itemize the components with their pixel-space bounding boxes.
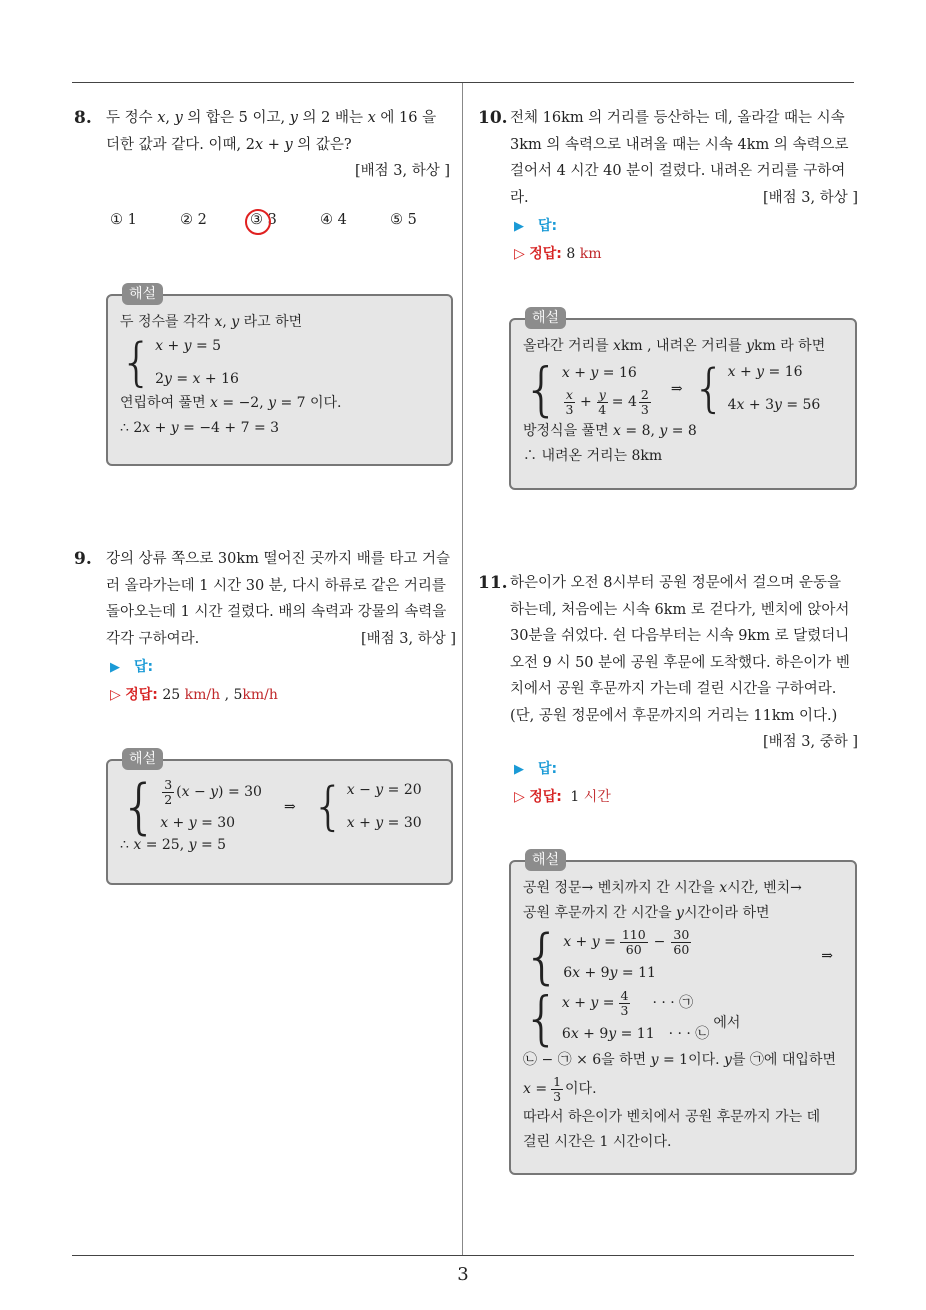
solution-line: ㉡ − ㉠ × 6을 하면 𝑦 = 1이다. 𝑦를 ㉠에 대입하면 xyxy=(523,1052,836,1068)
points-label: [배점 3, 하상 ] xyxy=(360,630,456,647)
choice-3[interactable]: ③ 3 xyxy=(250,212,277,228)
choice-4[interactable]: ④ 4 xyxy=(320,212,347,228)
column-divider xyxy=(462,83,463,1255)
page-number: 3 xyxy=(457,1264,469,1285)
answer-value: 1 xyxy=(570,789,580,805)
answer-unit: km/h xyxy=(242,687,278,703)
equation: 𝑥 + 𝑦 = 30 xyxy=(160,815,236,831)
answer-value: 25 xyxy=(162,687,181,703)
equation-system: { 𝑥 + 𝑦 = $\frac{4}{3}$ · · · ㉠ 6𝑥 + 9𝑦 = 11 · · · ㉡ xyxy=(523,984,710,1052)
equation-system: { 𝑥 + 𝑦 = 16 4𝑥 + 3𝑦 = 56 xyxy=(692,359,821,419)
question-text: 두 정수 𝑥, 𝑦 의 합은 5 이고, 𝑦 의 2 배는 𝑥 에 16 을 xyxy=(106,110,437,126)
answer-label: 답: xyxy=(134,659,154,675)
outline-triangle-icon: ▷ xyxy=(514,789,525,805)
choice-2[interactable]: ② 2 xyxy=(180,212,207,228)
answer-prompt-9 xyxy=(110,656,153,679)
question-10 xyxy=(478,105,858,211)
solution-tag: 해설 xyxy=(525,849,566,871)
solution-line: ∴ 내려온 거리는 8km xyxy=(523,448,663,464)
answer-prompt-11 xyxy=(514,758,557,781)
question-text: 더한 값과 같다. 이때, 2𝑥 + 𝑦 의 값은? xyxy=(106,136,352,153)
answer-unit: km xyxy=(579,246,602,262)
separator: , xyxy=(224,687,230,703)
bottom-rule xyxy=(72,1255,854,1256)
question-text: 하은이가 오전 8시부터 공원 정문에서 걸으며 운동을 xyxy=(510,575,842,591)
answer-label: 답: xyxy=(538,218,558,234)
equation-system: { 𝑥 − 𝑦 = 20 𝑥 + 𝑦 = 30 xyxy=(311,777,422,837)
question-text: 30분을 쉬었다. 쉰 다음부터는 시속 9km 로 달렸더니 xyxy=(510,628,850,644)
play-icon: ▶ xyxy=(514,762,524,777)
selected-circle-icon xyxy=(245,209,271,235)
choice-5[interactable]: ⑤ 5 xyxy=(390,212,417,228)
solution-line: ∴ 2𝑥 + 𝑦 = −4 + 7 = 3 xyxy=(120,420,280,436)
equation: 4𝑥 + 3𝑦 = 56 xyxy=(727,397,821,413)
question-number: 11. xyxy=(478,573,508,593)
question-9 xyxy=(74,546,456,652)
correct-answer-label: 정답: xyxy=(125,687,158,703)
solution-tag: 해설 xyxy=(122,283,163,305)
points-label: [배점 3, 하상 ] xyxy=(762,189,858,206)
equation: (𝑥 − 𝑦) = 30 xyxy=(176,784,262,800)
question-text: 라. xyxy=(510,189,529,206)
question-text: 치에서 공원 후문까지 가는데 걸린 시간을 구하여라. xyxy=(510,681,837,697)
correct-answer-9 xyxy=(110,684,278,706)
question-8 xyxy=(74,105,456,185)
play-icon: ▶ xyxy=(514,219,524,234)
correct-answer-10 xyxy=(514,243,601,265)
question-11 xyxy=(478,570,858,756)
solution-tag: 해설 xyxy=(122,748,163,770)
question-text: 돌아오는데 1 시간 걸렸다. 배의 속력과 강물의 속력을 xyxy=(106,604,447,620)
solution-line: 걸린 시간은 1 시간이다. xyxy=(523,1134,672,1150)
top-rule xyxy=(72,82,854,83)
implies-arrow: ⇒ xyxy=(821,948,833,964)
equation: 6𝑥 + 9𝑦 = 11 xyxy=(563,965,656,981)
equation: 𝑥 + 𝑦 = 5 xyxy=(155,338,222,354)
outline-triangle-icon: ▷ xyxy=(110,687,121,703)
question-text: 전체 16km 의 거리를 등산하는 데, 올라갈 때는 시속 xyxy=(510,110,845,126)
answer-label: 답: xyxy=(538,761,558,777)
solution-line: 공원 정문→ 벤치까지 간 시간을 𝑥시간, 벤치→ xyxy=(523,880,802,896)
correct-answer-11 xyxy=(514,786,611,808)
answer-unit: 시간 xyxy=(583,789,611,805)
equation: 𝑥 + 𝑦 = 16 xyxy=(561,365,637,381)
answer-choices xyxy=(110,212,440,234)
implies-arrow: ⇒ xyxy=(670,380,683,397)
answer-value: 8 xyxy=(566,246,576,262)
choice-1[interactable]: ① 1 xyxy=(110,212,137,228)
equation: 𝑥 + 𝑦 = 30 xyxy=(346,815,422,831)
eseo-label: 에서 xyxy=(713,1014,741,1031)
play-icon: ▶ xyxy=(110,660,120,675)
question-text: (단, 공원 정문에서 후문까지의 거리는 11km 이다.) xyxy=(510,707,838,724)
equation-system: { 𝑥 + 𝑦 = $\frac{110}{60}$ − $\frac{30}{60}$ 6𝑥 + 9𝑦 = 11 xyxy=(523,928,693,986)
correct-answer-label: 정답: xyxy=(529,789,562,805)
question-text: 3km 의 속력으로 내려올 때는 시속 4km 의 속력으로 xyxy=(510,136,849,153)
question-number: 8. xyxy=(74,108,92,128)
solution-line: 연립하여 풀면 𝑥 = −2, 𝑦 = 7 이다. xyxy=(120,395,342,411)
question-number: 10. xyxy=(478,108,508,128)
question-number: 9. xyxy=(74,549,92,569)
solution-box-8 xyxy=(106,286,453,466)
solution-box-10 xyxy=(509,310,857,490)
question-text: 오전 9 시 50 분에 공원 후문에 도착했다. 하은이가 벤 xyxy=(510,654,850,671)
solution-line: 따라서 하은이가 벤치에서 공원 후문까지 가는 데 xyxy=(523,1109,821,1125)
answer-value: 5 xyxy=(233,687,243,703)
solution-line: 두 정수를 각각 𝑥, 𝑦 라고 하면 xyxy=(120,314,303,330)
outline-triangle-icon: ▷ xyxy=(514,246,525,262)
answer-unit: km/h xyxy=(184,687,221,703)
correct-answer-label: 정답: xyxy=(529,246,562,262)
question-text: 각각 구하여라. xyxy=(106,630,200,647)
points-label: [배점 3, 중하 ] xyxy=(762,734,858,750)
solution-box-9 xyxy=(106,751,453,885)
equation: 2𝑦 = 𝑥 + 16 xyxy=(155,371,239,387)
equation-system: { $\frac{3}{2}$ (𝑥 − 𝑦) = 30 𝑥 + 𝑦 = 30 xyxy=(120,772,262,842)
question-text: 하는데, 처음에는 시속 6km 로 걷다가, 벤치에 앉아서 xyxy=(510,601,850,618)
solution-line: 방정식을 풀면 𝑥 = 8, 𝑦 = 8 xyxy=(523,423,697,439)
equation: 𝑥 − 𝑦 = 20 xyxy=(346,782,422,798)
equation: 𝑥 + 𝑦 = 16 xyxy=(727,364,803,380)
solution-tag: 해설 xyxy=(525,307,566,329)
solution-line: 공원 후문까지 간 시간을 𝑦시간이라 하면 xyxy=(523,905,770,921)
question-text: 걸어서 4 시간 40 분이 걸렸다. 내려온 거리를 구하여 xyxy=(510,163,846,179)
equation-system: { 𝑥 + 𝑦 = 5 2𝑦 = 𝑥 + 16 xyxy=(120,333,239,393)
question-text: 강의 상류 쪽으로 30km 떨어진 곳까지 배를 타고 거슬 xyxy=(106,551,450,567)
equation-system: { 𝑥 + 𝑦 = 16 $\frac{\text{𝑥}}{3}$ + $\frac{\text{𝑦}}{4}$ = 4 $\frac{2}{3}$ xyxy=(523,361,653,417)
solution-line: ∴ 𝑥 = 25, 𝑦 = 5 xyxy=(120,837,227,853)
solution-line: 올라간 거리를 𝑥km , 내려온 거리를 𝑦km 라 하면 xyxy=(523,338,826,354)
points-label: [배점 3, 하상 ] xyxy=(354,163,450,179)
answer-prompt-10 xyxy=(514,215,557,238)
implies-arrow: ⇒ xyxy=(283,798,296,815)
question-text: 러 올라가는데 1 시간 30 분, 다시 하류로 같은 거리를 xyxy=(106,577,446,594)
solution-box-11: 해설 공원 정문→ 벤치까지 간 시간을 𝑥시간, 벤치→ 공원 후문까지 간 시간을 𝑦시간이라 하면 { 𝑥 + 𝑦 = $\frac{110}{60}$ − $\frac{30}{60}$ 6𝑥 + 9𝑦 = 11 ⇒ { 𝑥 + 𝑦 = $\frac{4}{3}$ · · · ㉠ 6𝑥 + 9𝑦 = 11 · · · ㉡ 에서 ㉡ − ㉠ × 6을 하면 𝑦 = 1이다. 𝑦를 ㉠에 대입하면 𝑥 = $\frac{1}{3}$ 이다. 따라서 하은이가 벤치에서 공원 후문까지 가는 데 걸린 시간은 1 시간이다. xyxy=(509,860,857,1175)
